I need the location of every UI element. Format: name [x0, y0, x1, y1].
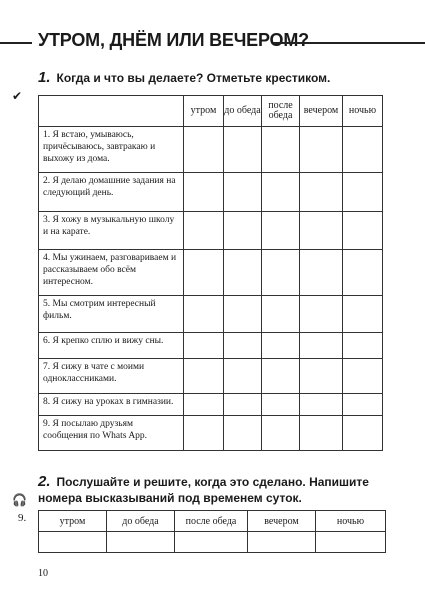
answer-cell[interactable] — [184, 212, 224, 250]
answer-cell[interactable] — [262, 359, 300, 394]
answer-cell[interactable] — [224, 416, 262, 451]
answer-cell[interactable] — [300, 416, 343, 451]
row-label: 1. Я встаю, умываюсь, причёсываюсь, завтракаю и выхожу из дома. — [39, 127, 184, 173]
answer-cell[interactable] — [248, 532, 316, 553]
table-row — [39, 416, 383, 451]
title-rule-left — [0, 42, 32, 44]
answer-cell[interactable] — [343, 416, 383, 451]
answer-cell[interactable] — [224, 296, 262, 333]
answer-cell[interactable] — [343, 394, 383, 416]
task-1-number: 1. — [38, 69, 51, 86]
row-label: 9. Я посылаю друзьям сообщения по Whats App. — [39, 416, 184, 451]
header-morning: утром — [39, 511, 107, 532]
answer-cell[interactable] — [262, 296, 300, 333]
header-evening: вечером — [300, 96, 343, 127]
answer-cell[interactable] — [262, 416, 300, 451]
header-after-lunch: после обеда — [175, 511, 248, 532]
header-before-lunch: до обеда — [224, 96, 262, 127]
task-2-text: Послушайте и решите, когда это сделано. Напишите номера высказываний под временем суток. — [38, 475, 369, 505]
answer-cell[interactable] — [262, 127, 300, 173]
answer-cell[interactable] — [184, 173, 224, 212]
header-evening: вечером — [248, 511, 316, 532]
answer-cell[interactable] — [343, 359, 383, 394]
answer-cell[interactable] — [316, 532, 386, 553]
table-row — [39, 212, 383, 250]
audio-track-number: 9. — [18, 512, 27, 524]
answer-cell[interactable] — [262, 212, 300, 250]
task-2-table — [38, 510, 386, 553]
header-night: ночью — [343, 96, 383, 127]
answer-cell[interactable] — [300, 333, 343, 359]
table-row — [39, 127, 383, 173]
table-row — [39, 532, 386, 553]
page-number: 10 — [38, 568, 48, 579]
header-morning: утром — [184, 96, 224, 127]
answer-cell[interactable] — [343, 173, 383, 212]
answer-cell[interactable] — [107, 532, 175, 553]
row-label: 8. Я сижу на уроках в гимназии. — [39, 394, 184, 416]
task-1-header-row — [39, 96, 383, 127]
answer-cell[interactable] — [224, 250, 262, 296]
answer-cell[interactable] — [224, 212, 262, 250]
answer-cell[interactable] — [262, 333, 300, 359]
answer-cell[interactable] — [343, 127, 383, 173]
answer-cell[interactable] — [300, 212, 343, 250]
task-1-table — [38, 95, 383, 451]
answer-cell[interactable] — [300, 250, 343, 296]
answer-cell[interactable] — [184, 127, 224, 173]
row-label: 5. Мы смотрим интересный фильм. — [39, 296, 184, 333]
answer-cell[interactable] — [224, 127, 262, 173]
answer-cell[interactable] — [224, 359, 262, 394]
answer-cell[interactable] — [262, 250, 300, 296]
task-2-instruction — [38, 474, 398, 506]
table-row — [39, 173, 383, 212]
header-before-lunch: до обеда — [107, 511, 175, 532]
table-row — [39, 296, 383, 333]
answer-cell[interactable] — [184, 416, 224, 451]
answer-cell[interactable] — [343, 333, 383, 359]
answer-cell[interactable] — [300, 173, 343, 212]
row-label: 2. Я делаю домашние задания на следующий день. — [39, 173, 184, 212]
checkmark-icon: ✔ — [12, 89, 23, 103]
header-empty — [39, 96, 184, 127]
answer-cell[interactable] — [262, 173, 300, 212]
table-row — [39, 394, 383, 416]
answer-cell[interactable] — [300, 359, 343, 394]
task-1-text: Когда и что вы делаете? Отметьте крестиком. — [56, 71, 331, 85]
row-label: 3. Я хожу в музыкальную школу и на карате. — [39, 212, 184, 250]
answer-cell[interactable] — [39, 532, 107, 553]
task-2-number: 2. — [38, 473, 51, 490]
answer-cell[interactable] — [224, 173, 262, 212]
answer-cell[interactable] — [300, 296, 343, 333]
answer-cell[interactable] — [300, 394, 343, 416]
header-after-lunch: после обеда — [262, 96, 300, 127]
title-rule-right — [273, 42, 425, 44]
header-night: ночью — [316, 511, 386, 532]
table-row — [39, 333, 383, 359]
table-row — [39, 359, 383, 394]
row-label: 6. Я крепко сплю и вижу сны. — [39, 333, 184, 359]
answer-cell[interactable] — [184, 359, 224, 394]
table-row — [39, 250, 383, 296]
row-label: 7. Я сижу в чате с моими одноклассниками. — [39, 359, 184, 394]
answer-cell[interactable] — [184, 333, 224, 359]
answer-cell[interactable] — [175, 532, 248, 553]
title-row — [0, 30, 425, 54]
answer-cell[interactable] — [184, 394, 224, 416]
row-label: 4. Мы ужинаем, разговариваем и рассказываем обо всём интересном. — [39, 250, 184, 296]
task-1-instruction — [38, 70, 398, 86]
answer-cell[interactable] — [224, 333, 262, 359]
headphones-icon: 🎧 — [12, 493, 27, 507]
answer-cell[interactable] — [224, 394, 262, 416]
answer-cell[interactable] — [343, 296, 383, 333]
answer-cell[interactable] — [343, 250, 383, 296]
answer-cell[interactable] — [184, 250, 224, 296]
answer-cell[interactable] — [300, 127, 343, 173]
answer-cell[interactable] — [262, 394, 300, 416]
task-2-header-row — [39, 511, 386, 532]
answer-cell[interactable] — [184, 296, 224, 333]
answer-cell[interactable] — [343, 212, 383, 250]
page-title: УТРОМ, ДНЁМ ИЛИ ВЕЧЕРОМ? — [38, 30, 309, 50]
